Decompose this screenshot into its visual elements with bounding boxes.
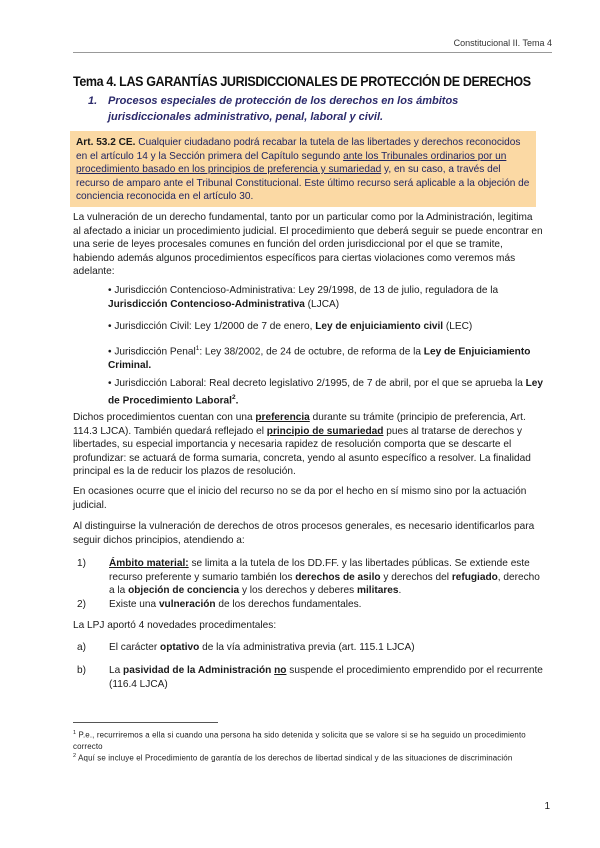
footnote: [73, 751, 549, 764]
text-run: Existe una: [109, 599, 159, 610]
list-marker: 1): [77, 558, 86, 569]
preference-paragraph: [73, 411, 543, 479]
criteria-text: [77, 598, 543, 612]
footnote-text: Aquí se incluye el Procedimiento de garantía de los derechos de libertad sindical y de las situaciones de discriminación: [76, 753, 513, 763]
jurisdiction-prefix: • Jurisdicción Penal: [108, 346, 196, 358]
text-run: se limita a la tutela de los DD.FF. y las libertades públicas. Se extiende este recurso preferente y sumario también los: [109, 558, 530, 583]
callout-underlined: ante los Tribunales ordinarios por un procedimiento basado en los principios de preferencia y sumariedad: [76, 150, 507, 175]
header-divider: [73, 52, 552, 53]
jurisdiction-item: [108, 377, 544, 408]
subsection-text: Procesos especiales de protección de los derechos en los ámbitos jurisdiccionales administrativo, penal, laboral y civil.: [108, 95, 459, 123]
lpj-intro: La LPJ aportó 4 novedades procedimentales:: [73, 620, 277, 631]
jurisdiction-prefix: • Jurisdicción Laboral: Real decreto legislativo 2/1995, de 7 de abril, por el que se aprueba la: [108, 378, 526, 389]
text-run: , derecho a la: [109, 571, 540, 597]
text-run: y derechos del: [380, 571, 452, 583]
jurisdiction-prefix: • Jurisdicción Contencioso-Administrativa: Ley 29/1998, de 13 de julio, reguladora de la: [108, 285, 499, 296]
emphasis: pasividad de la Administración: [123, 665, 272, 676]
list-marker: a): [77, 642, 86, 653]
subsection-number: 1.: [88, 95, 98, 107]
emphasis: Ámbito material:: [109, 558, 189, 569]
text-run: de la vía administrativa previa (art. 115.1 LJCA): [199, 642, 415, 653]
criteria-item: [77, 598, 543, 612]
subsection-heading: [88, 93, 528, 125]
callout-label: Art. 53.2 CE.: [76, 137, 136, 148]
text-run: suspende el procedimiento emprendido por el recurrente (116.4 LJCA): [109, 665, 543, 690]
footnote-mark: 2: [73, 753, 77, 759]
jurisdiction-suffix: (LJCA): [304, 298, 340, 310]
jurisdiction-suffix: .: [235, 394, 239, 406]
distinguish-paragraph: Al distinguirse la vulneración de derechos de otros procesos generales, es necesario identificarlos para seguir dichos principios, atendiendo a:: [73, 521, 535, 546]
emphasis: vulneración: [158, 599, 216, 610]
jurisdiction-law: Ley de Enjuiciamiento Criminal.: [108, 346, 531, 371]
footnote-divider: [73, 722, 218, 723]
novelty-item: [77, 641, 543, 655]
emphasis: militares: [356, 585, 399, 597]
novelty-text: [77, 664, 543, 691]
list-marker: b): [77, 665, 86, 676]
jurisdiction-item: [108, 342, 544, 373]
jurisdiction-law: Jurisdicción Contencioso-Administrativa: [108, 298, 305, 310]
intro-paragraph: La vulneración de un derecho fundamental, tanto por un particular como por la Administración, legitima al afectado a iniciar un procedimiento judicial. El procedimiento que deberá seguir se puede encontrar en una serie de leyes procesales comunes en función del orden jurisdiccional por el que se tramite, habiendo además algunos procedimientos específicos para ciertas violaciones como veremos más adelante:: [73, 212, 543, 278]
text-run: La: [109, 665, 124, 676]
text-run: .: [398, 585, 402, 597]
footnote-mark: 1: [73, 730, 77, 736]
jurisdiction-law: Ley de enjuiciamiento civil: [315, 321, 444, 332]
jurisdiction-prefix: • Jurisdicción Civil: Ley 1/2000 de 7 de enero,: [108, 321, 316, 332]
callout-text-2: y, en su caso, a través del recurso de amparo ante el Tribunal Constitucional. Este último recurso será aplicable a la objeción de conciencia reconocida en el artículo 30.: [76, 164, 530, 202]
criteria-item: [77, 557, 543, 598]
callout-text-1: Cualquier ciudadano podrá recabar la tutela de las libertades y derechos reconocidos en el artículo 14 y la Sección primera del Capítulo segundo: [76, 137, 521, 162]
running-header: Constitucional II. Tema 4: [453, 38, 552, 48]
article-callout: [70, 131, 536, 207]
text-run: de los derechos fundamentales.: [215, 599, 362, 610]
page-title: Tema 4. LAS GARANTÍAS JURISDICCIONALES DE PROTECCIÓN DE DERECHOS: [73, 74, 531, 89]
jurisdiction-law: Ley de Procedimiento Laboral: [108, 378, 544, 406]
text-run: durante su trámite (principio de preferencia, Art. 114.3 LJCA). También quedará reflejado el: [73, 412, 526, 437]
footnote: [73, 728, 549, 752]
emphasis-sumariedad: principio de sumariedad: [266, 425, 384, 437]
occasion-paragraph: En ocasiones ocurre que el inicio del recurso no se da por el hecho en sí mismo sino por la actuación judicial.: [73, 486, 527, 511]
jurisdiction-prefix: : Ley 38/2002, de 24 de octubre, de reforma de la: [199, 346, 424, 358]
page-number: 1: [544, 801, 550, 812]
jurisdiction-suffix: (LEC): [443, 321, 473, 332]
emphasis: derechos de asilo: [295, 571, 381, 583]
text-run: Dichos procedimientos cuentan con una: [73, 412, 256, 423]
jurisdiction-item: [108, 284, 544, 311]
footnote-text: P.e., recurriremos a ella si cuando una persona ha sido detenida y solicita que se valore si se ha seguido un procedimiento correcto: [73, 730, 526, 751]
footnote-ref: 1: [195, 345, 200, 352]
emphasis-preferencia: preferencia: [255, 412, 310, 423]
novelty-item: [77, 664, 543, 691]
emphasis: no: [274, 665, 287, 676]
text-run: pues al tratarse de derechos y libertades, su especial importancia y necesaria rapidez de resolución comporta que se descarte el profundizar: se actuará de forma sumaria, concreta, yendo al asunto específico a resolver. La finalidad principal es la de reducir los plazos de resolución.: [73, 425, 531, 478]
emphasis: objeción de conciencia: [128, 585, 240, 597]
novelty-text: [77, 641, 543, 655]
footnote-ref: 2: [231, 393, 236, 401]
emphasis: optativo: [160, 642, 200, 653]
emphasis: refugiado: [451, 571, 498, 583]
text-run: El carácter: [109, 642, 161, 653]
criteria-text: [77, 557, 543, 598]
text-run: y los derechos y deberes: [239, 585, 357, 597]
list-marker: 2): [77, 599, 86, 610]
jurisdiction-item: [108, 320, 544, 334]
